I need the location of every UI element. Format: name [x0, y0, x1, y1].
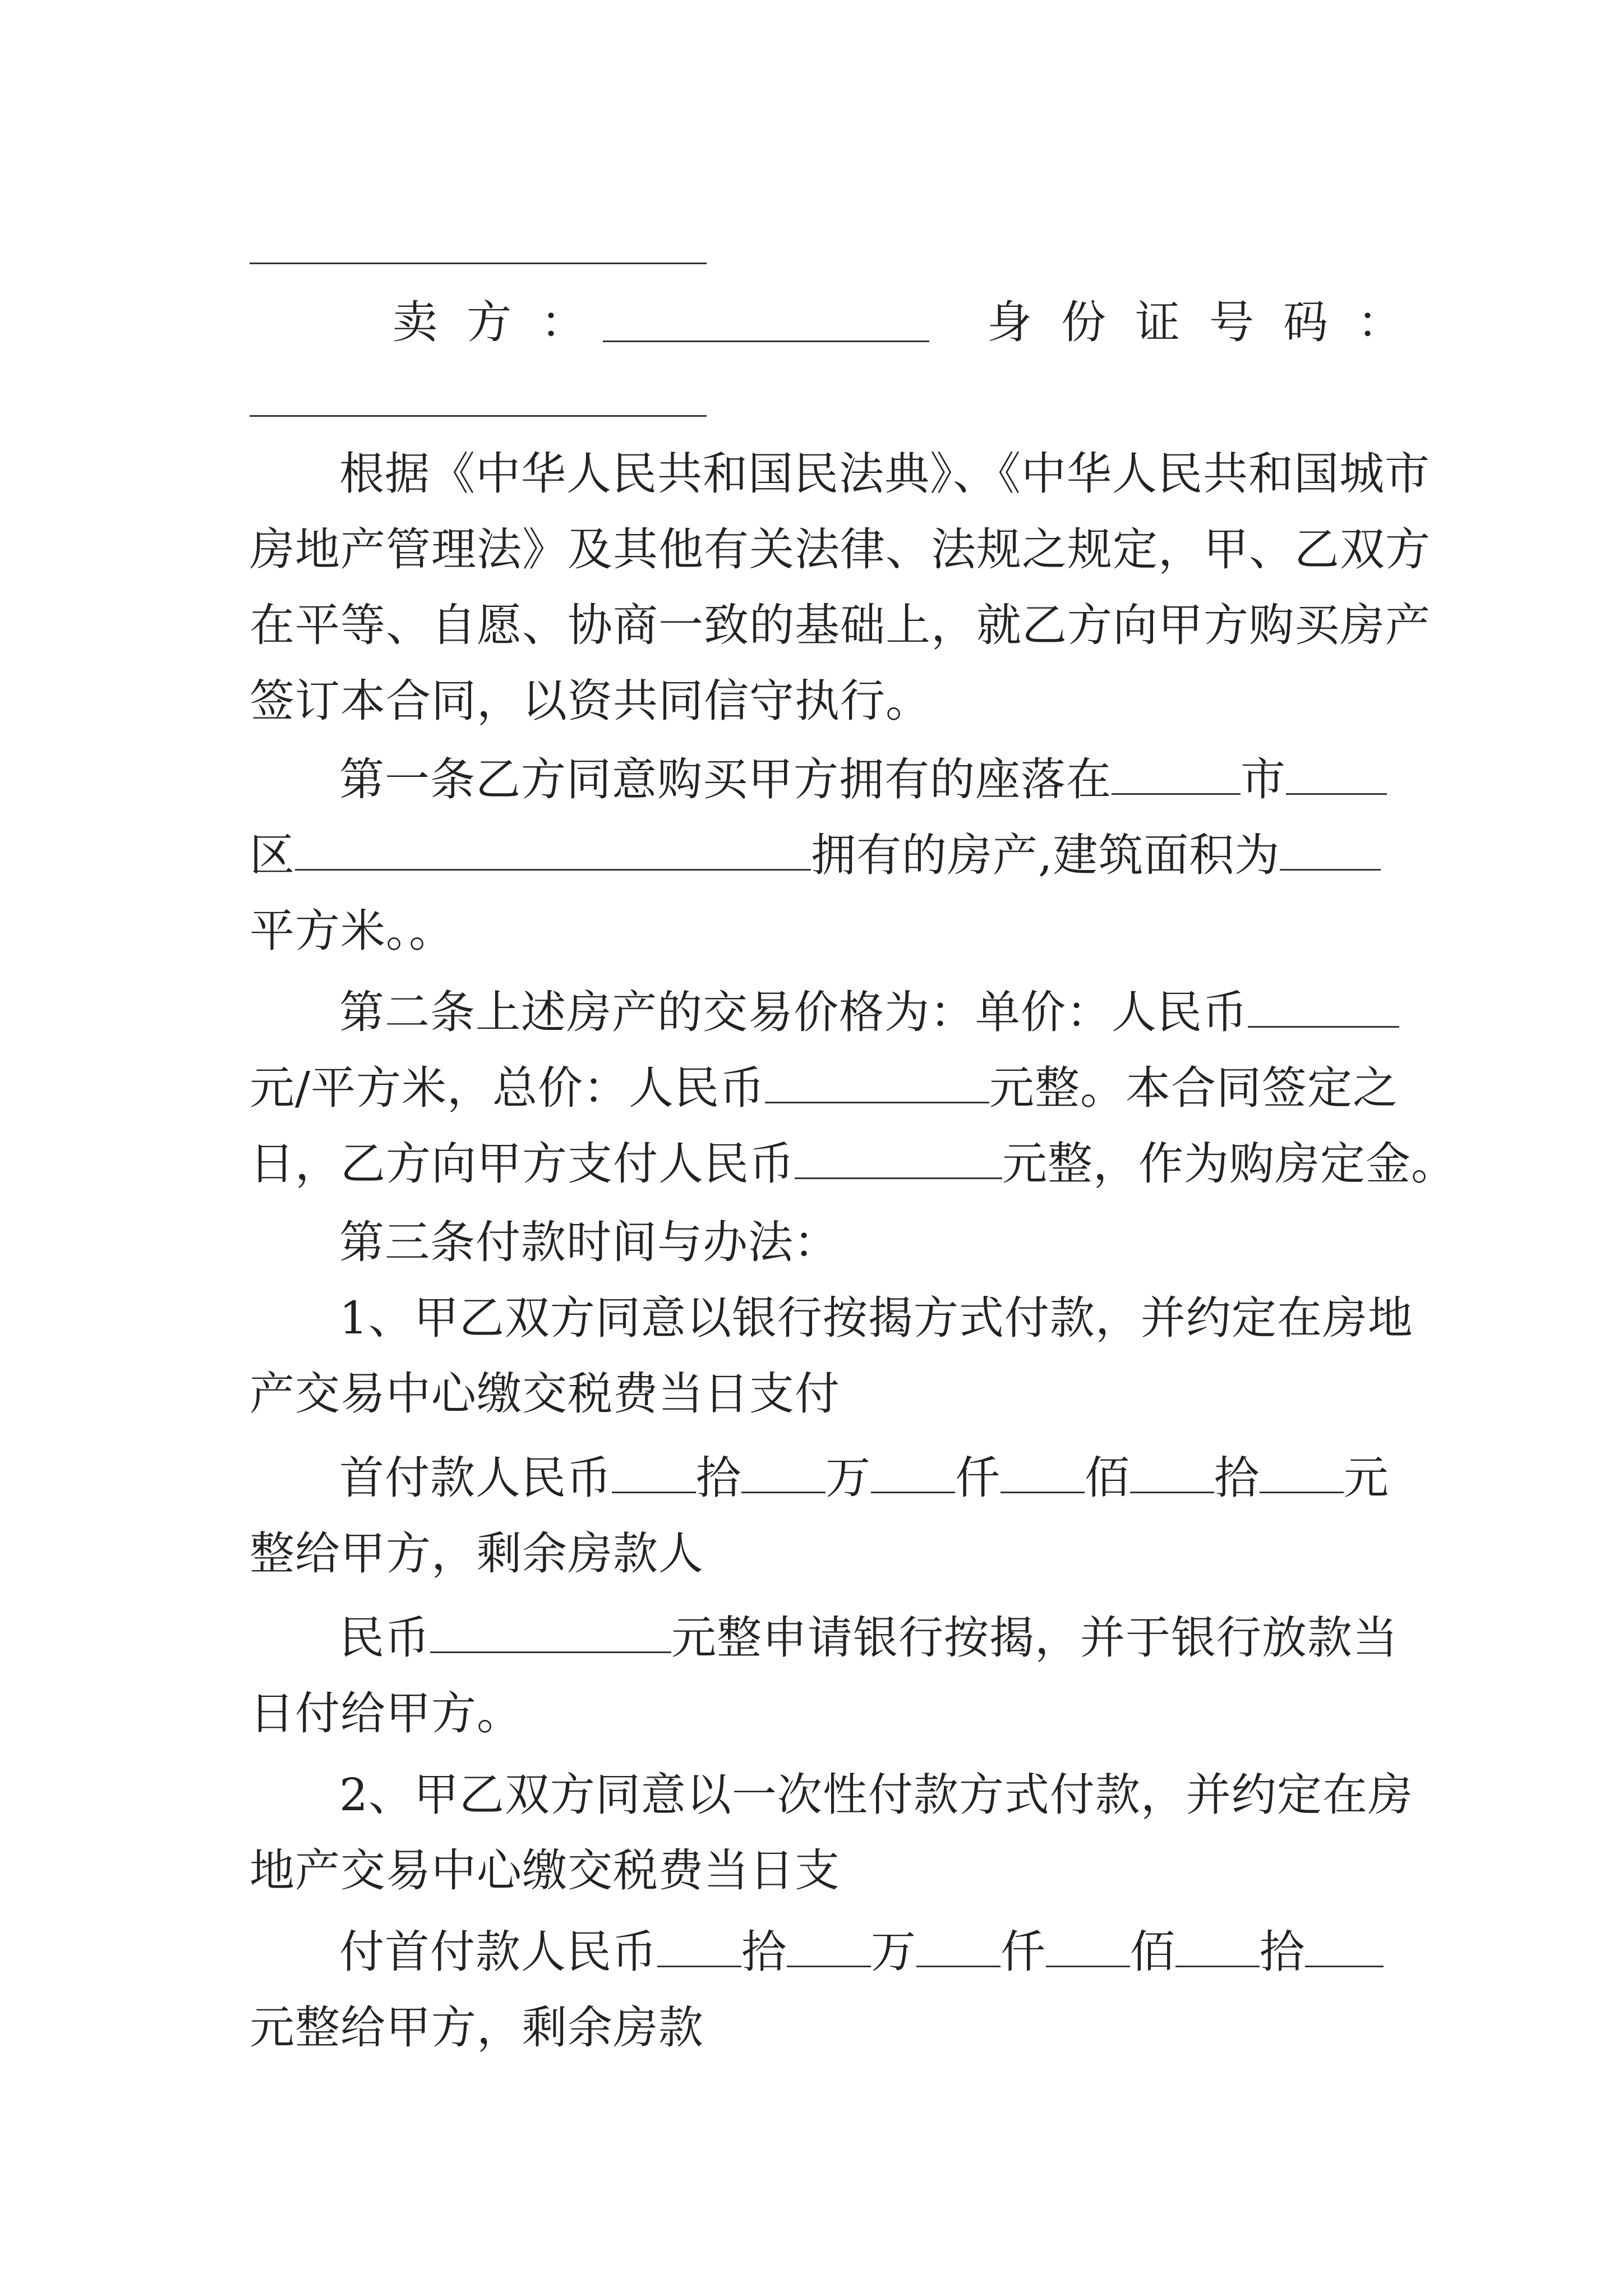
seller-label: 卖方： [393, 296, 615, 348]
amount-blank[interactable] [741, 1451, 826, 1493]
amount-blank[interactable] [787, 1925, 871, 1967]
unit-label: 仟 [955, 1452, 1000, 1504]
amount-blank[interactable] [1305, 1925, 1384, 1967]
intro-line: 在平等、自愿、协商一致的基础上，就乙方向甲方购买房产 [250, 599, 1431, 651]
unit-price-blank[interactable] [1248, 986, 1399, 1028]
article2-text: 元整。本合同签定之 [989, 1062, 1398, 1114]
city-after-blank[interactable] [1286, 753, 1387, 795]
unit-label: 拾 [1260, 1926, 1305, 1978]
article1-text: 第一条乙方同意购买甲方拥有的座落在 [339, 753, 1112, 806]
unit-label: 拾 [696, 1452, 741, 1504]
intro-line: 房地产管理法》及其他有关法律、法规之规定，甲、乙双方 [250, 523, 1431, 576]
amount-blank[interactable] [1260, 1451, 1344, 1493]
article1-line3: 平方米。。 [250, 905, 454, 957]
unit-label: 仟 [1000, 1926, 1046, 1978]
down-payment-label: 付首付款人民币 [339, 1926, 657, 1978]
article2-text: 元/平方米，总价：人民币 [250, 1062, 765, 1114]
amount-blank[interactable] [1046, 1925, 1130, 1967]
article1-text: 拥有的房产,建筑面积为 [811, 829, 1280, 881]
down-payment-label: 首付款人民币 [339, 1452, 612, 1504]
district-label: 区 [250, 829, 295, 881]
area-blank[interactable] [1280, 829, 1381, 871]
amount-blank[interactable] [1175, 1925, 1260, 1967]
article2-line3 [250, 1136, 1456, 1192]
item1-line5 [250, 1610, 1398, 1666]
item2-line3 [250, 1924, 1380, 1980]
item1-line3 [250, 1450, 1389, 1506]
amount-blank[interactable] [612, 1451, 696, 1493]
amount-blank[interactable] [1130, 1451, 1214, 1493]
unit-label: 佰 [1085, 1452, 1130, 1504]
district-blank[interactable] [295, 829, 811, 871]
id-number-line [250, 415, 707, 417]
city-label: 市 [1241, 753, 1286, 806]
unit-label: 佰 [1130, 1926, 1175, 1978]
intro-line: 签订本合同，以资共同信守执行。 [250, 675, 931, 727]
item2-line4: 元整给甲方，剩余房款 [250, 2001, 704, 2054]
article2-text: 日，乙方向甲方支付人民币 [250, 1138, 795, 1190]
unit-label: 元 [1344, 1452, 1389, 1504]
id-number-label: 身份证号码： [987, 296, 1431, 348]
article1-line2 [250, 827, 1380, 884]
unit-label: 拾 [1214, 1452, 1260, 1504]
amount-blank[interactable] [1000, 1451, 1085, 1493]
amount-blank[interactable] [916, 1925, 1000, 1967]
total-price-blank[interactable] [765, 1061, 989, 1103]
signature-line [250, 263, 707, 264]
article2-text: 第二条上述房产的交易价格为：单价：人民币 [339, 986, 1248, 1038]
city-blank[interactable] [1112, 753, 1241, 795]
unit-label: 拾 [741, 1926, 787, 1978]
amount-blank[interactable] [657, 1925, 741, 1967]
loan-text: 元整申请银行按揭，并于银行放款当 [671, 1612, 1398, 1664]
item1-line2: 产交易中心缴交税费当日支付 [250, 1368, 840, 1420]
item1-line1: 1、甲乙双方同意以银行按揭方式付款，并约定在房地 [339, 1292, 1413, 1344]
unit-label: 万 [871, 1926, 916, 1978]
article2-text: 元整，作为购房定金。 [1002, 1138, 1456, 1190]
item1-line6: 日付给甲方。 [250, 1687, 522, 1740]
article2-line1 [250, 984, 1380, 1041]
loan-amount-blank[interactable] [430, 1611, 671, 1653]
item2-line2: 地产交易中心缴交税费当日支 [250, 1844, 840, 1897]
item2-line1: 2、甲乙双方同意以一次性付款方式付款，并约定在房 [339, 1769, 1413, 1821]
amount-blank[interactable] [871, 1451, 955, 1493]
article2-line2 [250, 1060, 1398, 1116]
unit-label: 万 [826, 1452, 871, 1504]
intro-line: 根据《中华人民共和国民法典》、《中华人民共和国城市 [339, 448, 1430, 500]
item1-line4: 整给甲方，剩余房款人 [250, 1527, 704, 1580]
article3-title: 第三条付款时间与办法： [339, 1216, 839, 1268]
seller-name-blank[interactable] [603, 300, 929, 342]
article1-line1 [250, 752, 1380, 808]
loan-label: 民币 [339, 1612, 430, 1664]
deposit-blank[interactable] [795, 1137, 1002, 1179]
